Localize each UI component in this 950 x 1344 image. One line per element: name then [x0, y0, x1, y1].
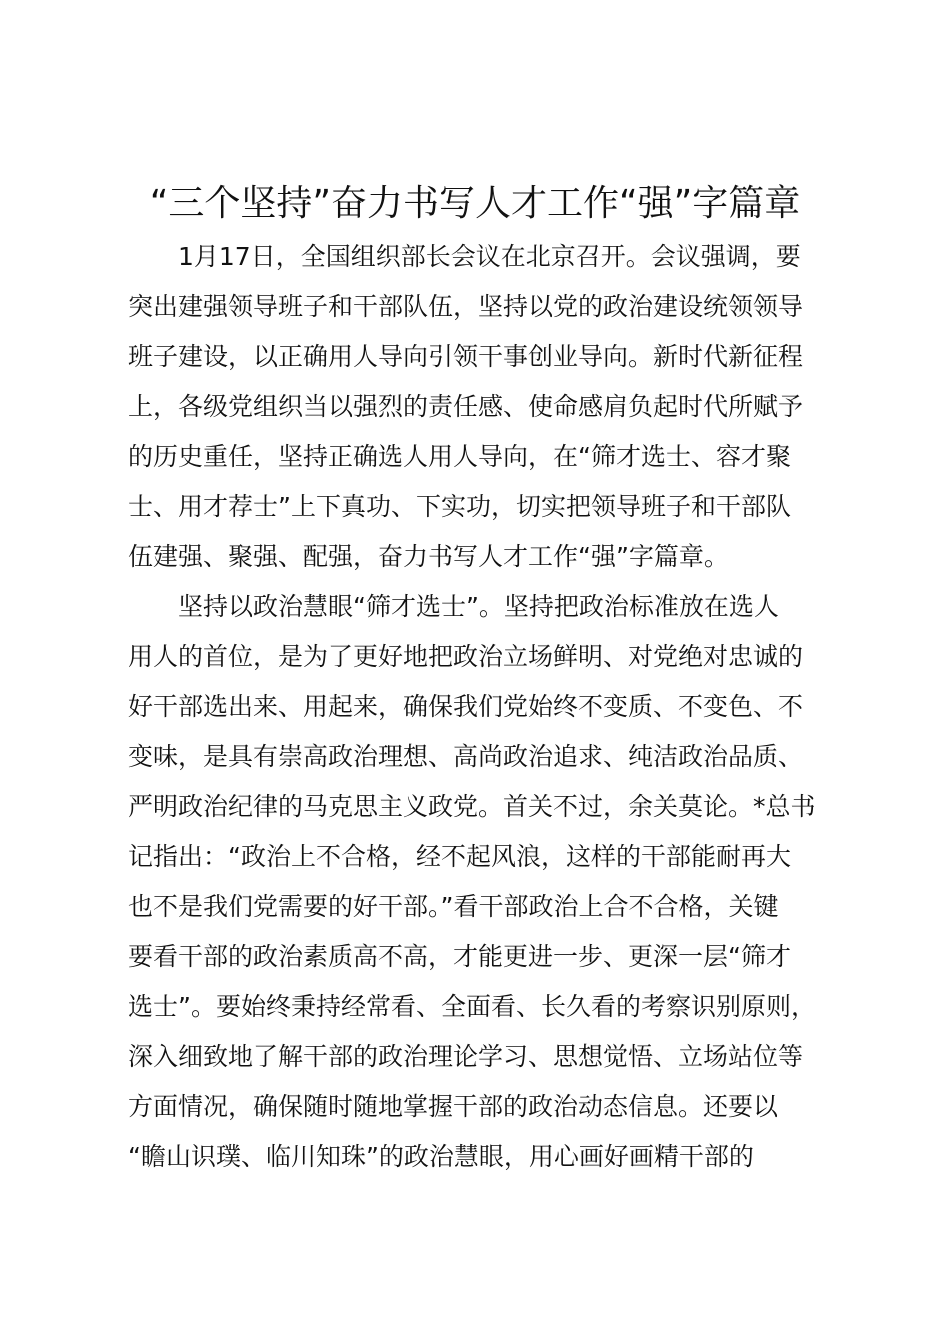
body-line: 班子建设，以正确用人导向引领干事创业导向。新时代新征程 [128, 342, 804, 371]
body-line: 士、用才荐士”上下真功、下实功，切实把领导班子和干部队 [128, 492, 791, 521]
body-line: 变味，是具有崇高政治理想、高尚政治追求、纯洁政治品质、 [128, 742, 804, 771]
body-line: 要看干部的政治素质高不高，才能更进一步、更深一层“筛才 [128, 942, 791, 971]
body-line: 用人的首位，是为了更好地把政治立场鲜明、对党绝对忠诚的 [128, 642, 804, 671]
body-line: “瞻山识璞、临川知珠”的政治慧眼，用心画好画精干部的 [128, 1142, 754, 1171]
body-line: 选士”。要始终秉持经常看、全面看、长久看的考察识别原则， [128, 992, 816, 1021]
body-line: 的历史重任，坚持正确选人用人导向，在“筛才选士、容才聚 [128, 442, 791, 471]
body-line: 突出建强领导班子和干部队伍，坚持以党的政治建设统领领导 [128, 292, 804, 321]
body-line: 伍建强、聚强、配强，奋力书写人才工作“强”字篇章。 [128, 542, 729, 571]
body-line: 严明政治纪律的马克思主义政党。首关不过，余关莫论。*总书 [128, 792, 816, 821]
document-title: “三个坚持”奋力书写人才工作“强”字篇章 [149, 183, 801, 224]
body-line: 记指出：“政治上不合格，经不起风浪，这样的干部能耐再大 [128, 842, 791, 871]
body-line: 深入细致地了解干部的政治理论学习、思想觉悟、立场站位等 [128, 1042, 804, 1071]
body-line: 也不是我们党需要的好干部。”看干部政治上合不合格，关键 [128, 892, 779, 921]
body-line: 1月17日，全国组织部长会议在北京召开。会议强调，要 [128, 242, 801, 271]
body-line: 好干部选出来、用起来，确保我们党始终不变质、不变色、不 [128, 692, 804, 721]
body-line: 上，各级党组织当以强烈的责任感、使命感肩负起时代所赋予 [128, 392, 804, 421]
document-body [128, 232, 848, 1182]
body-line: 坚持以政治慧眼“筛才选士”。坚持把政治标准放在选人 [128, 592, 779, 621]
body-line: 方面情况，确保随时随地掌握干部的政治动态信息。还要以 [128, 1092, 779, 1121]
